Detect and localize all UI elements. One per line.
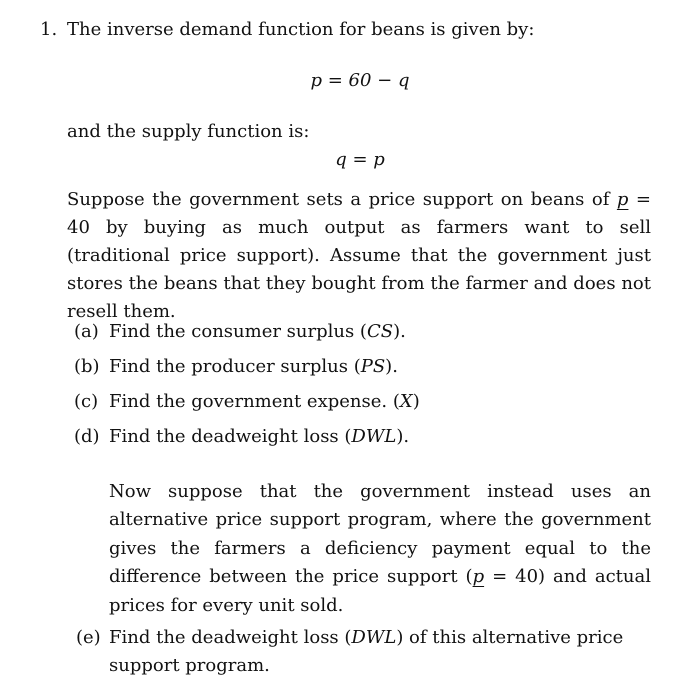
question-number: 1. (40, 19, 58, 40)
part-label: (b) (74, 356, 100, 377)
part-text: Find the consumer surplus (CS). (109, 321, 406, 342)
demand-equation: p = 60 − q (310, 70, 410, 91)
part-e (76, 624, 656, 681)
price-support-symbol: p (472, 566, 485, 588)
part-a (74, 318, 654, 353)
part-label: (a) (74, 321, 99, 342)
parts-list (74, 318, 654, 458)
price-support-symbol: p (616, 189, 629, 210)
part-text: Find the government expense. (X) (109, 391, 420, 412)
supply-intro: and the supply function is: (67, 121, 310, 142)
part-c (74, 388, 654, 423)
part-label: (e) (76, 627, 101, 648)
alternative-paragraph: Now suppose that the government instead uses an alternative price support program, where the government gives the farmers a deficiency payment equal to the difference between the price support (p = 40) and actual prices for every unit sold. (109, 481, 651, 616)
part-label: (d) (74, 426, 100, 447)
scenario-text-after: by buying as much output as farmers want to sell (traditional price support). Assume that the government just stores the beans that they bought from the farmer and does not resell them. (67, 216, 651, 322)
part-text: Find the deadweight loss (DWL). (109, 426, 410, 447)
part-label: (c) (74, 391, 99, 412)
scenario-text-before: Suppose the government sets a price support on beans of (67, 189, 617, 210)
question-intro: The inverse demand function for beans is given by: (67, 19, 535, 40)
part-d (74, 423, 654, 458)
part-text: Find the producer surplus (PS). (109, 356, 398, 377)
supply-equation: q = p (335, 149, 385, 170)
price-support-value: = 40 (67, 189, 651, 238)
scenario-paragraph (67, 186, 651, 325)
part-text: Find the deadweight loss (DWL) of this alternative price support program. (109, 627, 624, 677)
part-b (74, 353, 654, 388)
